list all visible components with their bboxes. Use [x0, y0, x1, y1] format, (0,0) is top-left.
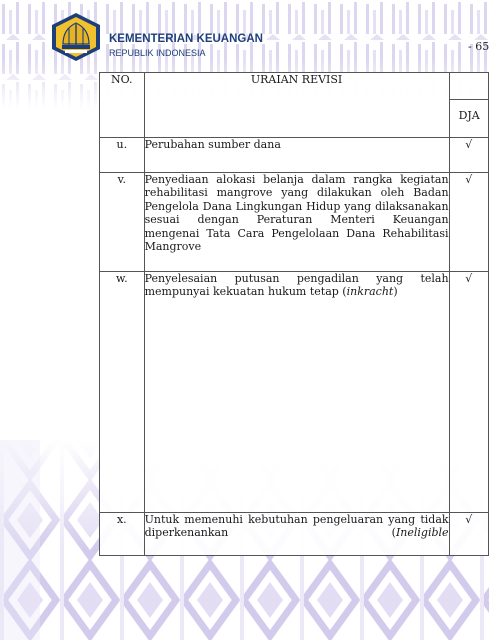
row-description [144, 272, 449, 513]
row-description-end: ) [393, 285, 398, 299]
row-number: w. [100, 272, 145, 513]
table-row [100, 173, 489, 272]
row-number: u. [100, 138, 145, 173]
row-description: Perubahan sumber dana [144, 138, 449, 173]
header-dja: DJA [458, 109, 480, 122]
row-description: Penyediaan alokasi belanja dalam rangka kegiatan rehabilitasi mangrove yang dilakukan oleh Badan Pengelola Dana Lingkungan Hidup yang dilaksanakan sesuai dengan Peraturan Menteri Keuangan mengenai Tata Cara Pengelolaan Dana Rehabilitasi Mangrove [144, 173, 449, 272]
letterhead [0, 0, 489, 74]
table-row [100, 138, 489, 173]
row-description-italic: inkracht [346, 285, 394, 299]
revision-table [99, 72, 489, 556]
check-mark: √ [449, 138, 488, 173]
header-no: NO. [100, 73, 145, 138]
check-mark: √ [449, 272, 488, 513]
row-number: x. [100, 513, 145, 556]
row-description-text: Penyelesaian putusan pengadilan yang telah mempunyai kekuatan hukum tetap ( [144, 272, 449, 299]
check-mark: √ [449, 173, 488, 272]
row-number: v. [100, 173, 145, 272]
check-mark: √ [449, 513, 488, 556]
row-description [144, 513, 449, 556]
table-row [100, 272, 489, 513]
table-row [100, 513, 489, 556]
header-uraian-revisi: URAIAN REVISI [144, 73, 449, 138]
kemenkeu-logo-icon [50, 12, 102, 62]
header-group-cell [450, 73, 488, 100]
row-description-text: Untuk memenuhi kebutuhan pengeluaran yang tidak diperkenankan ( [144, 513, 449, 540]
table-header-row [100, 73, 489, 138]
org-subtitle: REPUBLIK INDONESIA [109, 48, 206, 58]
row-description-italic: Ineligible [395, 526, 449, 540]
page-number: - 65 [468, 40, 489, 53]
org-name: KEMENTERIAN KEUANGAN [109, 33, 263, 45]
header-dja-cell [449, 73, 488, 138]
